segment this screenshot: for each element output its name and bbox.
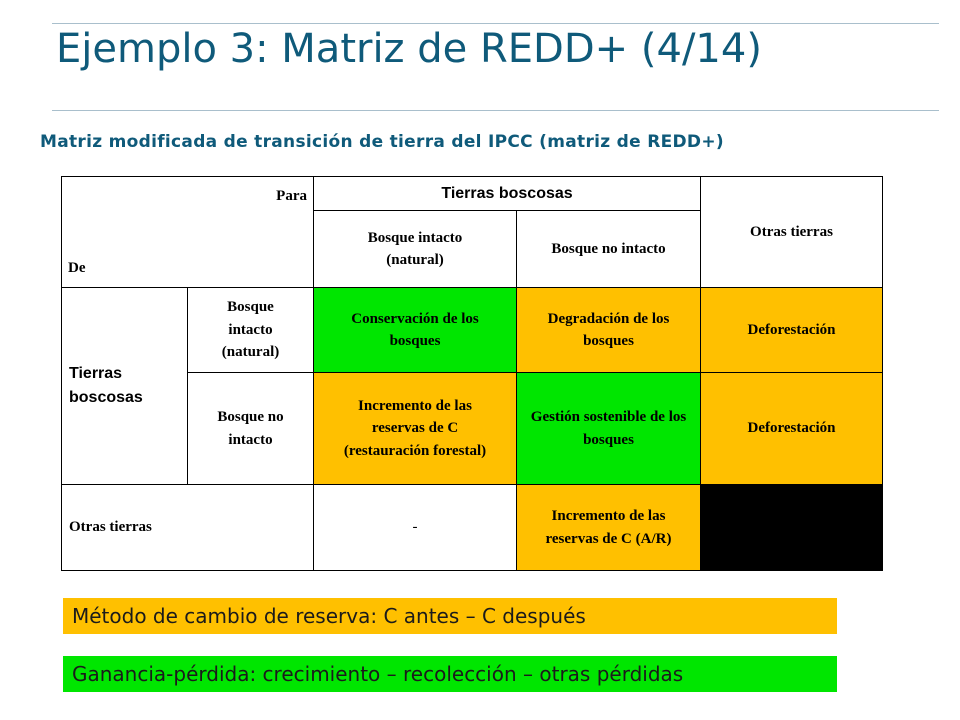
matrix-corner-cell bbox=[62, 177, 314, 288]
page-title: Ejemplo 3: Matriz de REDD+ (4/14) bbox=[56, 26, 762, 72]
cell-other-to-intact: - bbox=[314, 485, 517, 571]
cell-deforestation-nonintact: Deforestación bbox=[701, 373, 883, 485]
row-header-nonintact-forest: Bosque no intacto bbox=[188, 373, 314, 485]
cell-other-to-other bbox=[701, 485, 883, 571]
cell-carbon-stock-enhancement-restoration: Incremento de las reservas de C (restauración forestal) bbox=[314, 373, 517, 485]
cell-deforestation-intact: Deforestación bbox=[701, 288, 883, 373]
from-label: De bbox=[68, 259, 86, 276]
title-underline bbox=[52, 110, 939, 111]
cell-forest-degradation: Degradación de los bosques bbox=[517, 288, 701, 373]
cell-sustainable-forest-management: Gestión sostenible de los bosques bbox=[517, 373, 701, 485]
redd-transition-matrix bbox=[61, 176, 883, 571]
row-header-other-land: Otras tierras bbox=[62, 485, 314, 571]
cell-forest-conservation: Conservación de los bosques bbox=[314, 288, 517, 373]
matrix-subtitle: Matriz modificada de transición de tierra del IPCC (matriz de REDD+) bbox=[40, 132, 724, 152]
gain-loss-method-bar: Ganancia-pérdida: crecimiento – recolección – otras pérdidas bbox=[63, 656, 837, 692]
col-header-forest-land: Tierras boscosas bbox=[314, 177, 701, 211]
col-header-nonintact-forest: Bosque no intacto bbox=[517, 211, 701, 288]
cell-carbon-stock-enhancement-ar: Incremento de las reservas de C (A/R) bbox=[517, 485, 701, 571]
stock-change-method-bar: Método de cambio de reserva: C antes – C después bbox=[63, 598, 837, 634]
row-header-intact-forest: Bosque intacto (natural) bbox=[188, 288, 314, 373]
col-header-intact-forest: Bosque intacto (natural) bbox=[314, 211, 517, 288]
col-header-other-land: Otras tierras bbox=[701, 177, 883, 288]
top-rule bbox=[52, 23, 939, 24]
row-header-forest-land: Tierras boscosas bbox=[62, 288, 188, 485]
to-label: Para bbox=[276, 188, 307, 204]
